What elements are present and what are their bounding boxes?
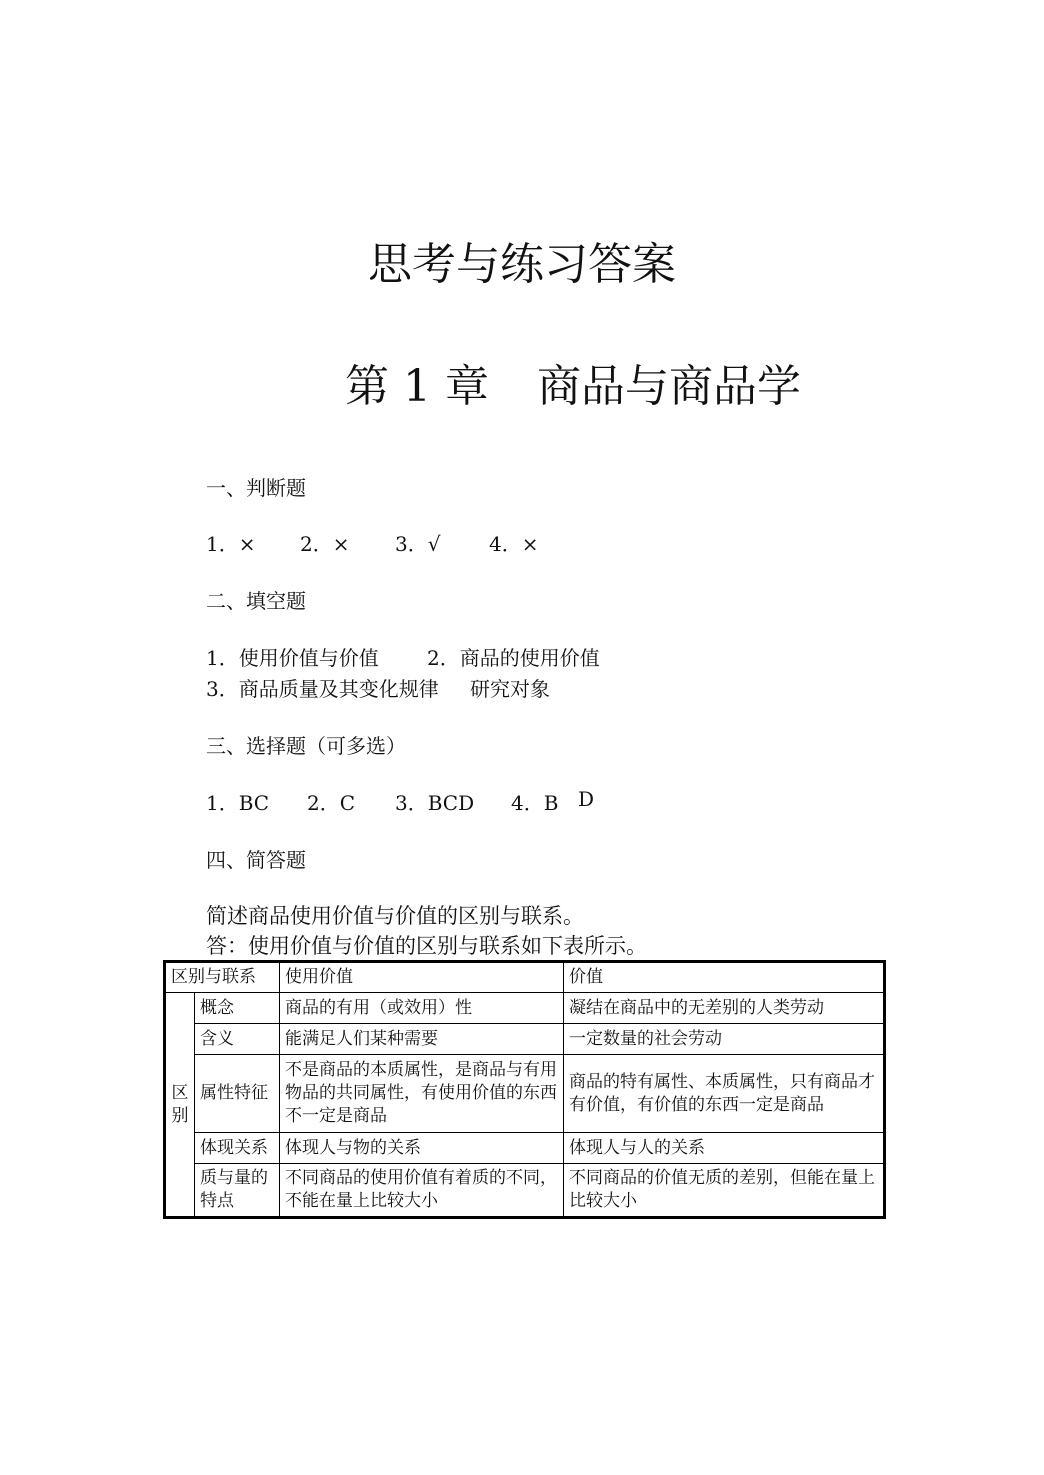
value-cell: 凝结在商品中的无差别的人类劳动 [564, 993, 885, 1024]
chapter-number: 第 1 章 [345, 361, 489, 412]
use-value-cell: 能满足人们某种需要 [280, 1024, 564, 1055]
section-heading: 四、简答题 [206, 848, 306, 872]
answer-item: 2．商品的使用价值 [427, 646, 600, 670]
answer-item: D [578, 787, 595, 811]
answer-item: 1．使用价值与价值 [206, 646, 379, 670]
answer-item: 4．× [489, 532, 539, 556]
table-row [165, 1164, 885, 1218]
aspect-cell: 含义 [195, 1024, 280, 1055]
table-header-cell: 使用价值 [280, 962, 564, 993]
aspect-cell: 质与量的特点 [195, 1164, 280, 1218]
aspect-cell: 概念 [195, 993, 280, 1024]
answer-item: 2．× [300, 532, 350, 556]
page-title: 思考与练习答案 [368, 239, 676, 290]
chapter-heading [345, 350, 801, 414]
group-label-cell: 区别 [165, 993, 195, 1218]
answer-item: 4．B [511, 791, 559, 815]
table-header-cell: 价值 [564, 962, 885, 993]
question-text: 简述商品使用价值与价值的区别与联系。 [206, 904, 584, 928]
answer-item: 1．× [206, 532, 256, 556]
aspect-cell: 体现关系 [195, 1133, 280, 1164]
section-heading: 二、填空题 [206, 589, 306, 613]
answer-item: 研究对象 [470, 677, 550, 701]
answer-item: 3．√ [395, 532, 441, 556]
value-cell: 商品的特有属性、本质属性，只有商品才有价值，有价值的东西一定是商品 [564, 1055, 885, 1133]
comparison-table [163, 960, 886, 1219]
answer-intro: 答：使用价值与价值的区别与联系如下表所示。 [206, 934, 647, 958]
table-row [165, 993, 885, 1024]
table-header-cell: 区别与联系 [165, 962, 280, 993]
aspect-cell: 属性特征 [195, 1055, 280, 1133]
value-cell: 一定数量的社会劳动 [564, 1024, 885, 1055]
table-row [165, 1024, 885, 1055]
answer-item: 3．BCD [395, 791, 475, 815]
chapter-name: 商品与商品学 [536, 361, 801, 412]
section-heading: 一、判断题 [206, 476, 306, 500]
value-cell: 体现人与人的关系 [564, 1133, 885, 1164]
table-row [165, 1133, 885, 1164]
use-value-cell: 商品的有用（或效用）性 [280, 993, 564, 1024]
table-row [165, 1055, 885, 1133]
answer-item: 1．BC [206, 791, 270, 815]
section-heading: 三、选择题（可多选） [206, 734, 406, 758]
table-header-row [165, 962, 885, 993]
answer-item: 3．商品质量及其变化规律 [206, 677, 439, 701]
use-value-cell: 不是商品的本质属性，是商品与有用物品的共同属性，有使用价值的东西不一定是商品 [280, 1055, 564, 1133]
use-value-cell: 不同商品的使用价值有着质的不同，不能在量上比较大小 [280, 1164, 564, 1218]
value-cell: 不同商品的价值无质的差别，但能在量上比较大小 [564, 1164, 885, 1218]
use-value-cell: 体现人与物的关系 [280, 1133, 564, 1164]
answer-item: 2．C [307, 791, 356, 815]
